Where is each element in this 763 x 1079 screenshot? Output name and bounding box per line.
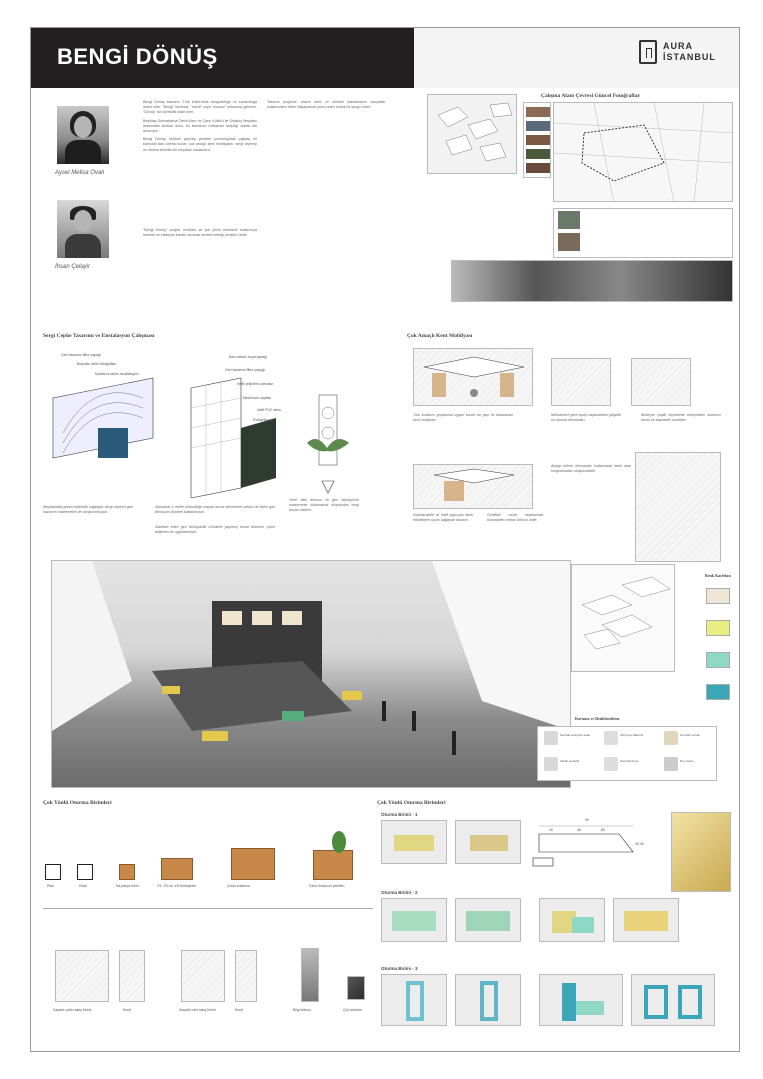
aura-logo-icon xyxy=(639,40,657,64)
dimension-label: 40 40 xyxy=(635,842,644,846)
furniture-exploded xyxy=(635,452,721,562)
seating-right-title: Çok Yönlü Oturma Birimleri xyxy=(377,800,446,806)
seat-label: 2'li, 3'lü ve 4'lü birleşimler xyxy=(157,884,197,888)
kiosk-large-section xyxy=(119,950,145,1002)
site-collage xyxy=(451,260,733,302)
facade-caption: Yerel bitki dokusu ve geri dönüşümlü malzemeler kullanılarak oluşturulan sergi duvarı sistemi. xyxy=(289,498,359,512)
right-paragraph: Tasarım projemiz, alanın tarihi ve kültürel katmanlarını okuyarak kullanıcıların farklı ihtiyaçlarına yanıt veren esnek bir kurgu önerir. xyxy=(267,100,385,110)
seat-unit-planter xyxy=(313,850,353,880)
unit-title: Oturma Birimi - 1 xyxy=(381,812,418,817)
facade-section-title: Sergi Cephe Tasarımı ve Enstalasyon Çalışması xyxy=(43,333,155,339)
unit3-render-d xyxy=(631,974,715,1026)
site-plan-map xyxy=(553,102,733,202)
seat-unit-multi xyxy=(231,848,275,880)
facade-label: Mukavva kartın modülasyon xyxy=(95,372,139,376)
seat-label: Çoklu kullanım xyxy=(227,884,250,888)
furniture-caption: Ahşap bölme elemanları kullanılarak farklı alan kurgulamaları oluşturulabilir. xyxy=(551,464,631,473)
portrait-aysel xyxy=(57,106,109,164)
seat-label: Farklı kullanım şekilleri xyxy=(309,884,345,888)
kiosk-mini xyxy=(181,950,225,1002)
main-plaza-render xyxy=(51,560,571,788)
facade-label: Metal kutu sayfası xyxy=(243,396,272,400)
furniture-render-1 xyxy=(413,348,533,406)
facade-caption: Zamanlar 4 metre yüksekliğe ulaşan duvar birimlerinin arkası ile farklı geri dönüşüm ürünleri kullanılmıştır. xyxy=(155,505,275,514)
photo-strip xyxy=(553,208,733,258)
unit3-render-a xyxy=(381,974,447,1026)
intro-text xyxy=(143,100,257,156)
furniture-section-title: Çok Amaçlı Kent Mobilyası xyxy=(407,333,473,339)
color-swatch xyxy=(706,620,730,636)
color-swatch xyxy=(706,684,730,700)
paint-label: Su bazlı vernik xyxy=(680,733,700,737)
kiosk-large xyxy=(55,950,109,1002)
color-swatch xyxy=(706,652,730,668)
furniture-caption: Depolanabilir ve hafif yapısıyla farklı etkinliklere uyum sağlayan tasarım. xyxy=(413,513,473,522)
furniture-drawing-4 xyxy=(413,464,533,509)
furniture-caption: Birbiriyle çeşitli biçimlerde birleşebilen kullanım dostu ve taşınabilir modüller. xyxy=(641,413,721,422)
author-name-1: Aysel Melisa Ovalı xyxy=(55,170,105,176)
dimension-label: 90 xyxy=(585,818,589,822)
unit3-render-c xyxy=(539,974,623,1026)
kiosk-label: Saçaklı mini satış birimi xyxy=(179,1008,216,1012)
unit1-render-a xyxy=(381,820,447,864)
kiosk-label: Bilgi sütunu xyxy=(293,1008,312,1012)
facade-caption: Meydandaki görsel bütünlük sağlayan sergi cephesi geri kazanım malzemeleri ile oluşturulmuştur. xyxy=(43,505,133,514)
photos-section-title: Çalışma Alanı Çevresi Güncel Fotoğraflar xyxy=(541,93,640,99)
photo-column xyxy=(523,102,551,178)
logo-line-2: İSTANBUL xyxy=(663,52,716,62)
right-text xyxy=(267,100,385,113)
furniture-render-2 xyxy=(551,358,611,406)
unit1-dimension-drawing xyxy=(529,812,645,868)
aura-logo xyxy=(639,40,729,74)
furniture-caption: Özellikle müze alanlarında kurulabilen mekan bölücü ünite. xyxy=(487,513,543,522)
kiosk-label: Kesit xyxy=(235,1008,243,1012)
dimension-label: 40 xyxy=(549,828,553,832)
kiosk-label: Kesit xyxy=(123,1008,131,1012)
intro-paragraph: "Bengi Dönüş" projesi, modüler ve çok yönlü birimlerle kullanıcıya hareket ve etkileşim imkanı sunarak kentsel belleği yeniden üretir. xyxy=(143,228,257,238)
color-card-title: Renk Kartelası xyxy=(705,573,731,578)
intro-text-lower xyxy=(143,228,257,241)
facade-label: Geri kazanım filtre çapağı xyxy=(225,368,265,372)
intro-paragraph: Bengi Dönüş kavramı; Türk kültüründe dongusellige ve sonsuzluga isaret eder. "Bengi" kelimesi, "ebedi" veya "sonsuz" anlamına gelirken, "Dönüş" ise süreklilik ifade eder. xyxy=(143,100,257,115)
page-title: BENGİ DÖNÜŞ xyxy=(57,44,218,69)
protection-title: Koruma ve Renklendirme xyxy=(575,716,620,721)
furniture-render-3 xyxy=(631,358,691,406)
facade-label: Hafif PVC streç xyxy=(257,408,281,412)
paint-label: Dış cephe xyxy=(680,759,694,763)
seat-section-square xyxy=(77,864,93,880)
dimension-label: 80 xyxy=(601,828,605,832)
massing-model xyxy=(571,564,675,672)
poster-sheet xyxy=(30,27,740,1052)
unit2-render-a xyxy=(381,898,447,942)
unit-title: Oturma Birimi - 2 xyxy=(381,890,418,895)
seat-label: Kesit xyxy=(79,884,87,888)
facade-label: Polikarbonat xyxy=(253,418,273,422)
kiosk-label: Çöp kutuları xyxy=(343,1008,362,1012)
kiosk-label: Saçaklı çoklu satış birimi xyxy=(53,1008,92,1012)
trash-bin xyxy=(347,976,365,1000)
color-swatch xyxy=(706,588,730,604)
paint-label: Sentetik boya xyxy=(620,759,639,763)
furniture-caption: Mevsimlere göre açılıp kapanabilen gölgelik ve oturma elemanları. xyxy=(551,413,621,422)
portrait-ihsan xyxy=(57,200,109,258)
logo-line-1: AURA xyxy=(663,41,693,51)
paint-label: Sonraki Gökyüzü astar xyxy=(560,733,591,737)
furniture-caption: Tüm kullanıcı gruplarına uygun esnek bir yapı ile tasarlanan kent mobilyası. xyxy=(413,413,513,422)
seating-section-title: Çok Yönlü Oturma Birimleri xyxy=(43,800,112,806)
seat-unit-combined xyxy=(161,858,193,880)
dimension-label: 45 xyxy=(577,828,581,832)
facade-label: Boru tabanı boya çapağı xyxy=(229,355,268,359)
seat-unit-single xyxy=(119,864,135,880)
intro-paragraph: Beşiktaş Dolmabahçe Tarihi Alanı ve Çarşı Kültürü ile Ortaköy Meydanı arasındaki kentsel doku, bu kavramın mekansal karşılığı olarak ele alınmıştır. xyxy=(143,118,257,134)
facade-detail-plant xyxy=(297,393,357,503)
unit2-render-d xyxy=(613,898,679,942)
paint-grid xyxy=(537,726,717,781)
unit1-stack-render xyxy=(671,812,731,892)
kiosk-mini-section xyxy=(235,950,257,1002)
unit2-render-b xyxy=(455,898,521,942)
facade-caption: Stabilize eden geri dönüşümlü ürünlerle yapılmış kenar birimleri, çizim değerleri ile uygulanmıştır. xyxy=(155,525,275,534)
facade-label: Boşluklu tarihi fotoğrafları xyxy=(77,362,117,366)
facade-label: Hafif çelik/ferro armatür xyxy=(237,382,274,386)
unit3-render-b xyxy=(455,974,521,1026)
unit-title: Oturma Birimi - 3 xyxy=(381,966,418,971)
unit2-render-c xyxy=(539,898,605,942)
title-bar xyxy=(31,28,414,88)
site-massing-map xyxy=(427,94,517,174)
facade-drawing-2 xyxy=(181,358,281,498)
seat-plan-square xyxy=(45,864,61,880)
unit1-render-b xyxy=(455,820,521,864)
info-column xyxy=(301,948,319,1002)
facade-label: Geri kazanım filtre çapağı xyxy=(61,353,101,357)
divider xyxy=(43,908,373,909)
header-grey-band xyxy=(414,28,740,88)
seat-label: Tek parça birim xyxy=(115,884,139,888)
paint-label: Akrilik sentetik xyxy=(560,759,580,763)
paint-label: Filli boya silikonlu xyxy=(620,733,644,737)
intro-paragraph: Bengi Dönüş, kültürel geçmişi yeniden yorumlayarak çağdaş bir kamusal alan önerisi sunar; çok amaçlı kent mobilyaları, sergi cephesi ve oturma birimleri ile meydanı canlandırır. xyxy=(143,137,257,152)
seat-label: Plan xyxy=(47,884,55,888)
author-name-2: İhsan Çelayir xyxy=(55,264,91,270)
